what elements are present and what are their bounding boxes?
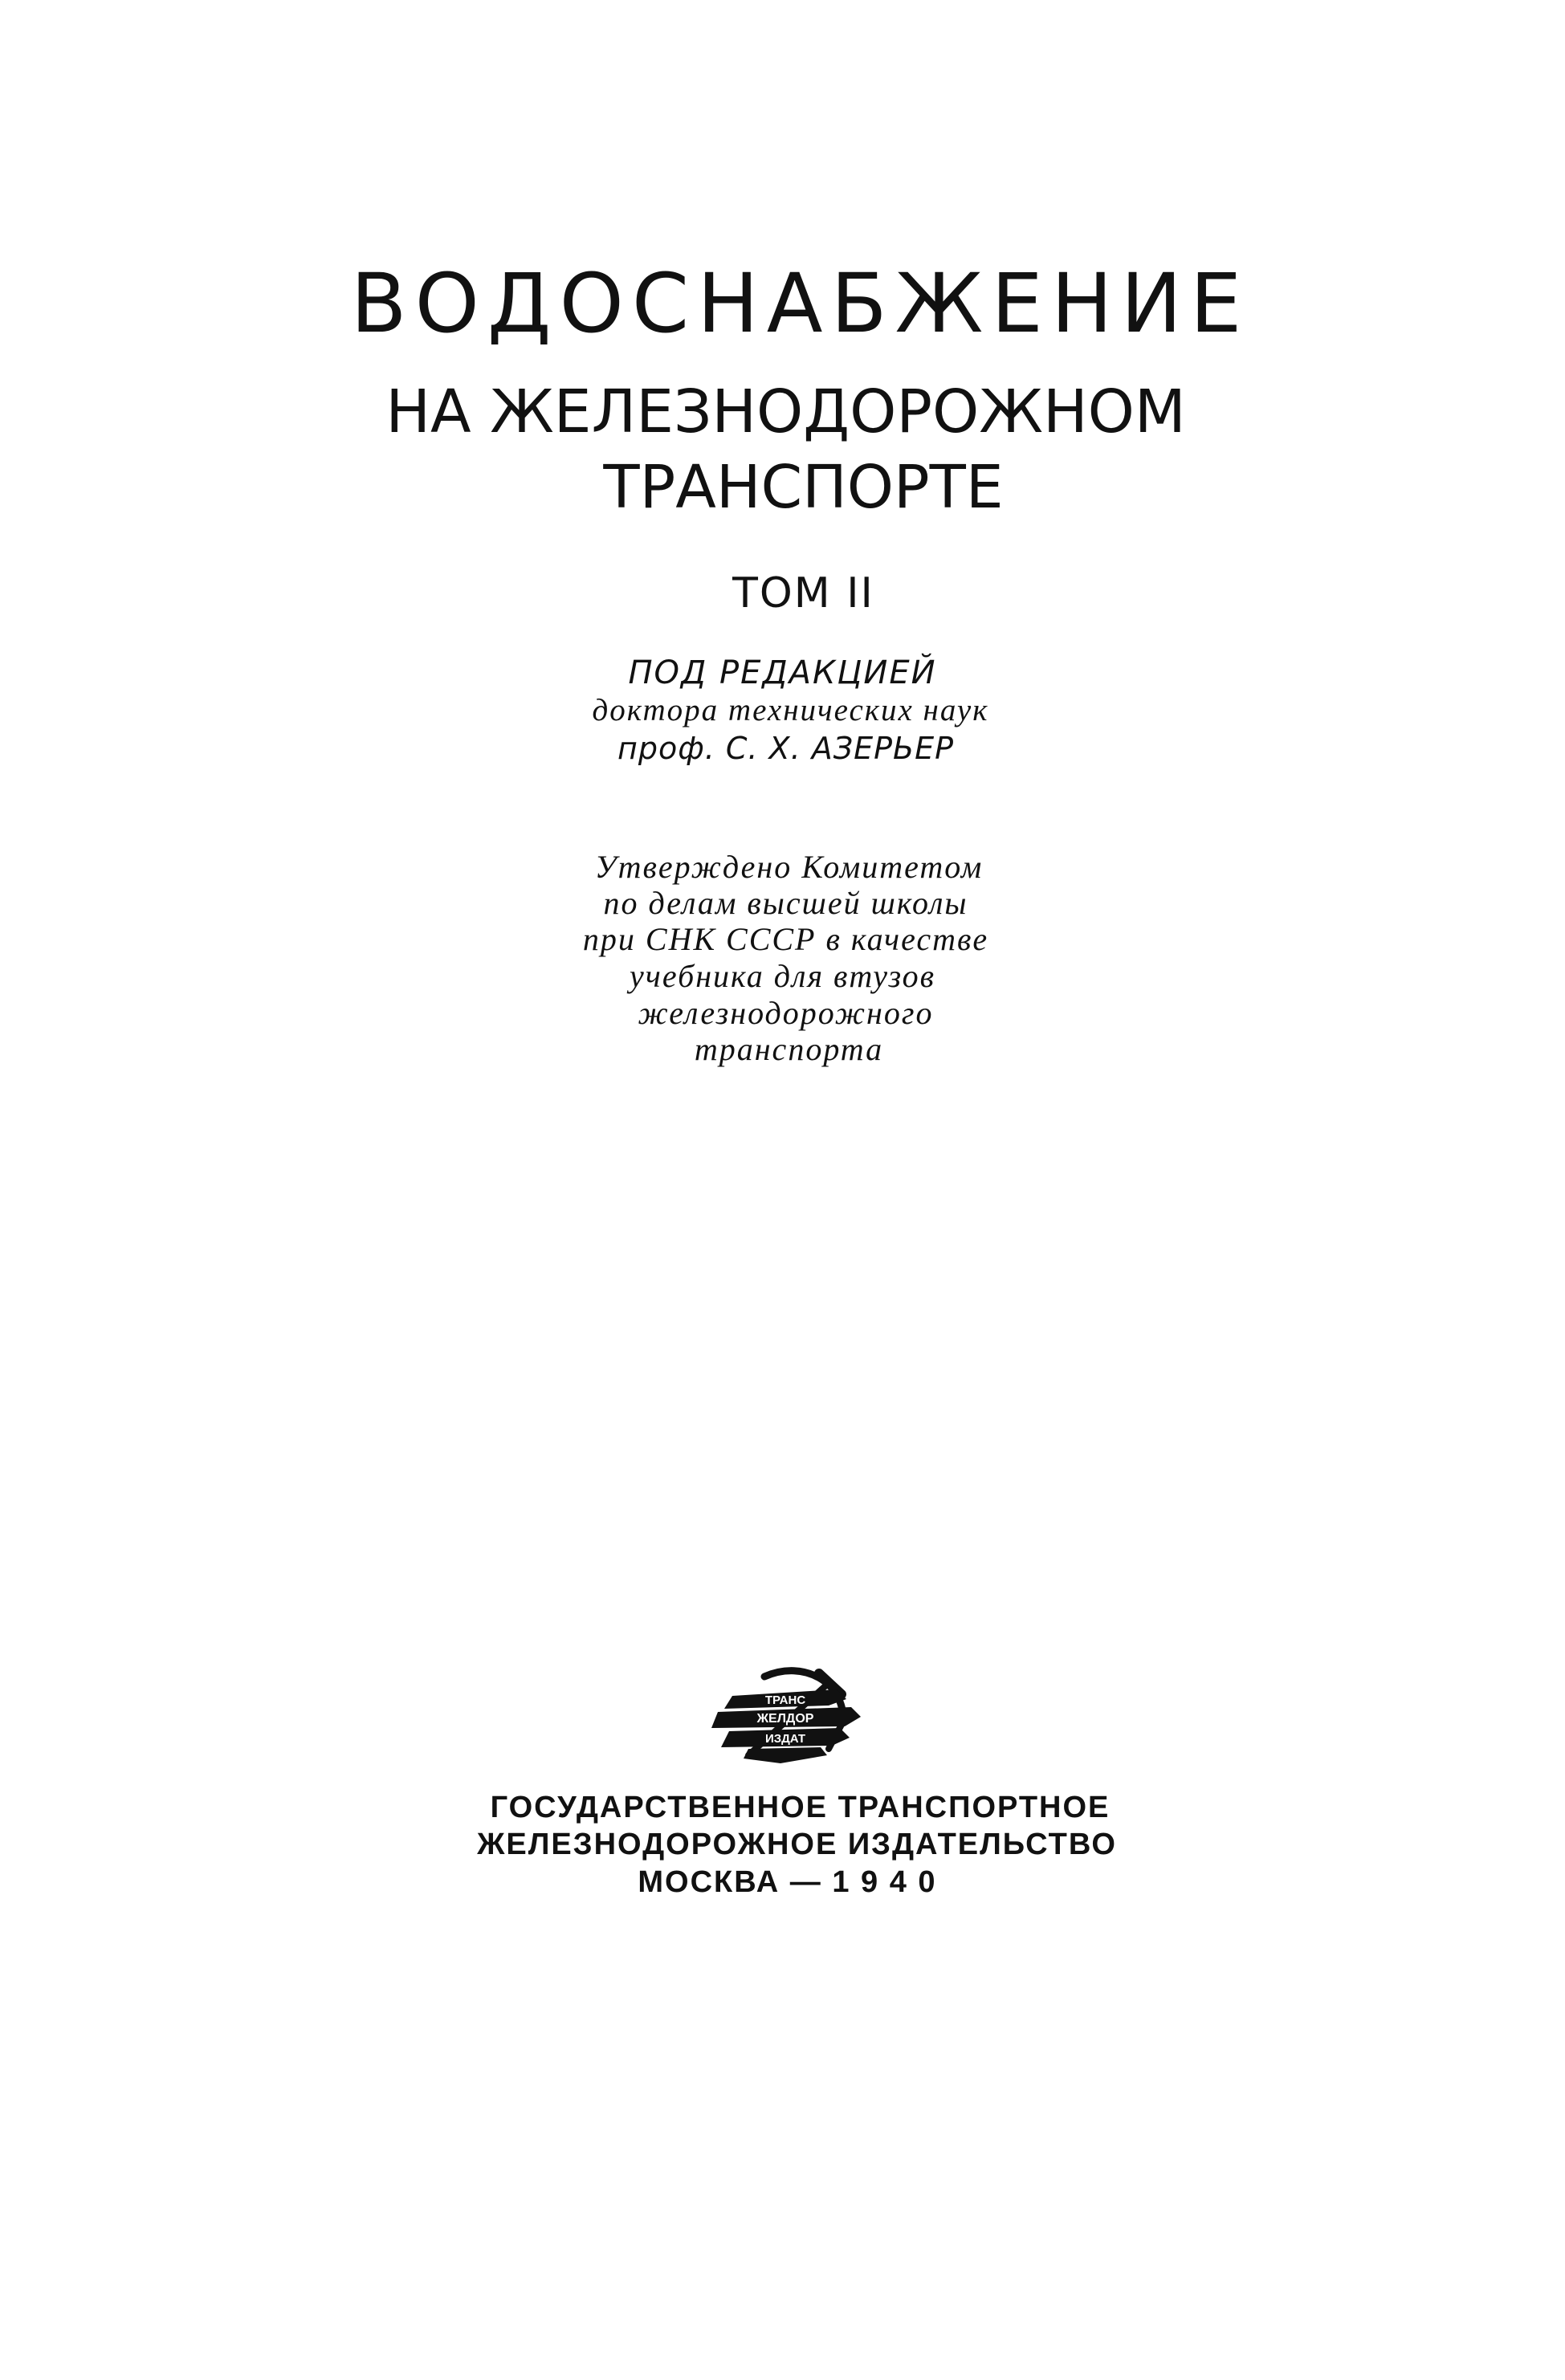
- publisher-city-year: МОСКВА — 1 9 4 0: [638, 1865, 937, 1899]
- publisher-name-line-1: ГОСУДАРСТВЕННОЕ ТРАНСПОРТНОЕ: [490, 1791, 1111, 1824]
- emblem-text-bottom: ИЗДАТ: [764, 1732, 806, 1746]
- approval-line: транспорта: [694, 1031, 884, 1067]
- volume-number: ТОМ II: [732, 569, 874, 617]
- emblem-text-top: ТРАНС: [764, 1693, 806, 1707]
- approval-line: железнодорожного: [638, 995, 934, 1031]
- publisher-name-line-2: ЖЕЛЕЗНОДОРОЖНОЕ ИЗДАТЕЛЬСТВО: [477, 1828, 1117, 1861]
- editor-heading: ПОД РЕДАКЦИЕЙ: [628, 654, 937, 691]
- approval-line: по делам высшей школы: [603, 885, 968, 921]
- editor-degree: доктора технических наук: [592, 693, 989, 727]
- book-title-line-3: ТРАНСПОРТЕ: [603, 453, 1004, 522]
- book-title: ВОДОСНАБЖЕНИЕ: [350, 256, 1250, 352]
- approval-line: при СНК СССР в качестве: [582, 921, 989, 957]
- book-title-line-2: НА ЖЕЛЕЗНОДОРОЖНОМ: [385, 377, 1186, 446]
- approval-line: Утверждено Комитетом: [594, 849, 984, 885]
- emblem-text-mid: ЖЕЛДОР: [756, 1712, 814, 1726]
- publisher-emblem-icon: [708, 1659, 869, 1771]
- editor-name: проф. С. Х. АЗЕРЬЕР: [617, 731, 955, 766]
- approval-line: учебника для втузов: [630, 958, 935, 994]
